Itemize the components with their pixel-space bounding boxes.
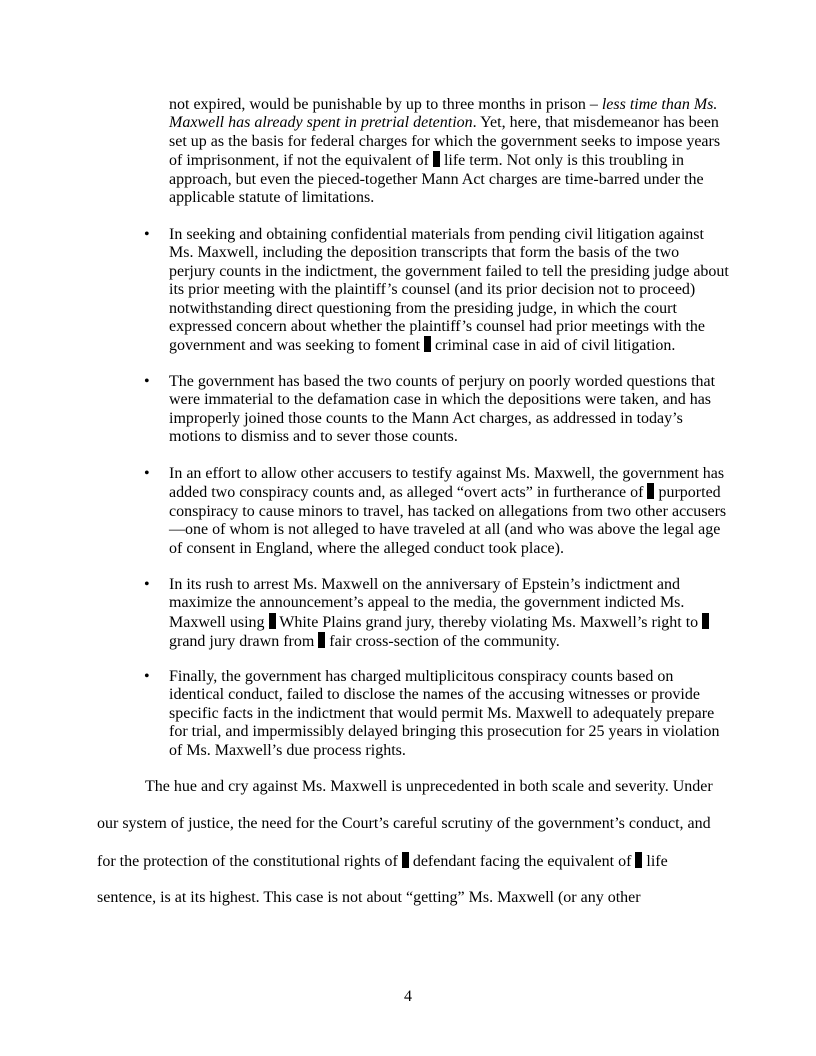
bullet-text: White Plains grand jury, thereby violating Ms. Maxwell’s right to <box>275 613 703 631</box>
continued-bullet-text <box>169 96 729 207</box>
bullet-text: purported conspiracy to cause minors to travel, has tacked on allegations from two other accusers—one of whom is not alleged to have traveled at all (and who was above the legal age of consent in England, where the alleged conduct took place). <box>169 484 727 557</box>
continued-text-1: not expired, would be punishable by up to three months in prison – <box>169 96 602 113</box>
bullet-marker: • <box>144 373 150 390</box>
bullet-text: The government has based the two counts of perjury on poorly worded questions that were immaterial to the defamation case in which the depositions were taken, and has improperly joined those counts to the Mann Act charges, as addressed in today’s motions to dismiss and to sever those counts. <box>169 373 716 446</box>
bullet-item <box>144 373 729 447</box>
page-number: 4 <box>404 988 412 1005</box>
bullet-item <box>144 226 729 356</box>
redaction-mark <box>269 613 276 629</box>
continued-text-2: . Yet, here, that misdemeanor has been set up as the basis for federal charges for which the government seeks to impose years of imprisonment, if not the equivalent of <box>169 114 721 170</box>
bullet-text: criminal case in aid of civil litigation. <box>431 337 676 355</box>
bullet-item <box>144 576 729 652</box>
redaction-mark <box>702 613 709 629</box>
bullet-text: In an effort to allow other accusers to testify against Ms. Maxwell, the government has added two conspiracy counts and, as alleged “overt acts” in furtherance of <box>169 465 725 502</box>
body-text: for the protection of the constitutional rights of <box>97 853 402 870</box>
bullet-text: In seeking and obtaining confidential materials from pending civil litigation against Ms. Maxwell, including the deposition transcripts that form the basis of the two perjury counts in the indictment, the government failed to tell the presiding judge about its prior meeting with the plaintiff’s counsel (and its prior decision not to proceed) notwithstanding direct questioning from the presiding judge, in which the court expressed concern about whether the plaintiff’s counsel had prior meetings with the government and was seeking to foment <box>169 226 729 355</box>
bullet-text: fair cross-section of the community. <box>325 633 560 651</box>
body-line: The hue and cry against Ms. Maxwell is unprecedented in both scale and severity. Under <box>145 778 713 795</box>
bullet-item <box>144 668 729 760</box>
redaction-mark <box>402 852 409 868</box>
bullet-text: grand jury drawn from <box>169 633 319 651</box>
bullet-marker: • <box>144 226 150 243</box>
bullet-text: In its rush to arrest Ms. Maxwell on the anniversary of Epstein’s indictment and maximize the announcement’s appeal to the media, the government indicted Ms. Maxwell using <box>169 576 685 631</box>
redaction-mark <box>433 151 440 167</box>
continued-text-italic: less time than Ms. Maxwell has already spent in pretrial detention <box>169 96 718 132</box>
bullet-marker: • <box>144 465 150 482</box>
continued-text-3: life term. Not only is this troubling in approach, but even the pieced-together Mann Act charges are time-barred under the applicable statute of limitations. <box>169 152 704 207</box>
bullet-text: Finally, the government has charged multiplicitous conspiracy counts based on identical conduct, failed to disclose the names of the accusing witnesses or provide specific facts in the indictment that would permit Ms. Maxwell to adequately prepare for trial, and impermissibly delayed bringing this prosecution for 25 years in violation of Ms. Maxwell’s due process rights. <box>169 668 720 759</box>
body-line <box>97 852 668 871</box>
bullet-marker: • <box>144 668 150 685</box>
body-line: sentence, is at its highest. This case is not about “getting” Ms. Maxwell (or any other <box>97 889 641 906</box>
bullet-item <box>144 465 729 558</box>
body-text: life <box>642 853 668 870</box>
bullet-marker: • <box>144 576 150 593</box>
redaction-mark <box>424 336 431 352</box>
body-line: our system of justice, the need for the Court’s careful scrutiny of the government’s conduct, and <box>97 815 711 832</box>
body-text: defendant facing the equivalent of <box>408 853 636 870</box>
